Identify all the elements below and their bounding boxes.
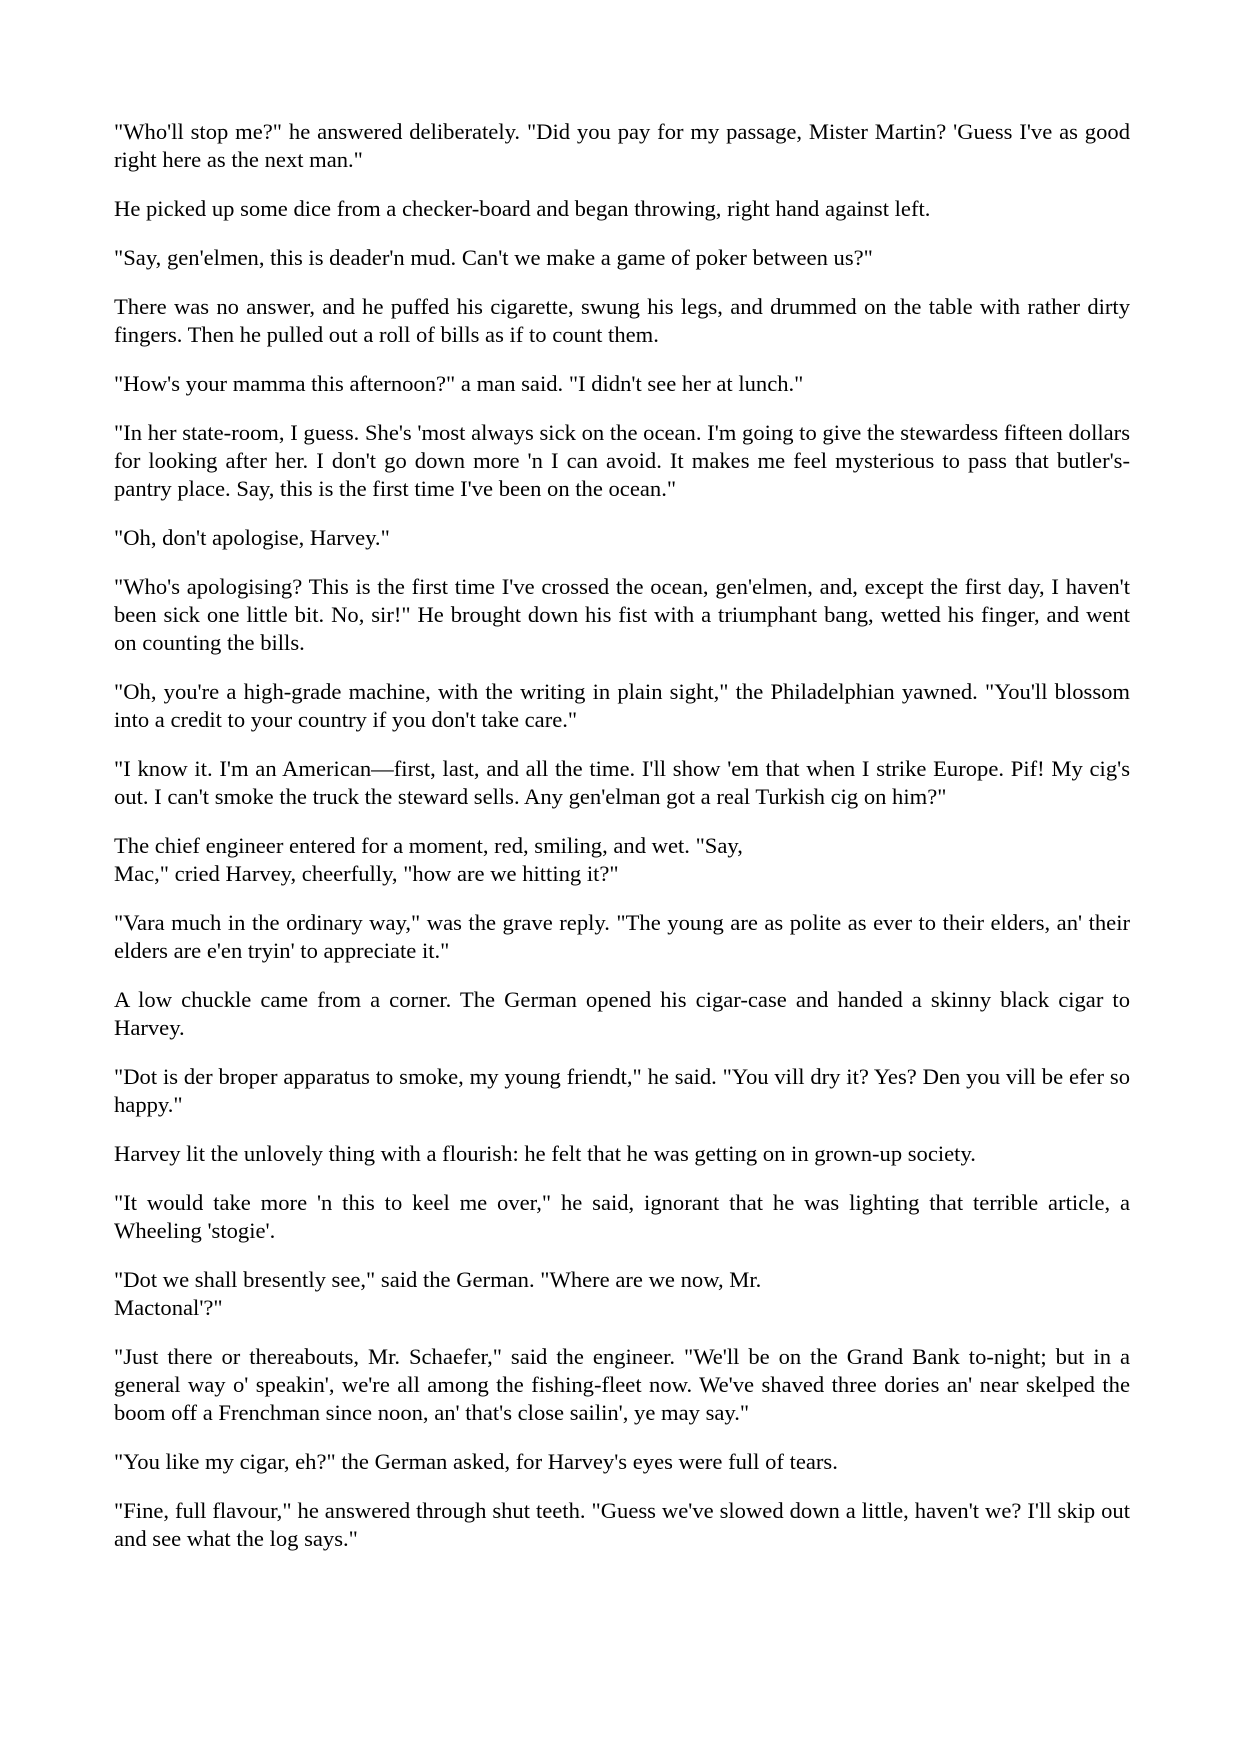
paragraph-1: "Who'll stop me?" he answered deliberately. "Did you pay for my passage, Mister Martin? 'Guess I've as good right here as the next man." [114, 119, 1130, 172]
paragraph-17: "Dot we shall bresently see," said the German. "Where are we now, Mr. Mactonal'?" [114, 1267, 762, 1320]
paragraph-13: A low chuckle came from a corner. The German opened his cigar-case and handed a skinny black cigar to Harvey. [114, 987, 1130, 1040]
paragraph-8: "Who's apologising? This is the first time I've crossed the ocean, gen'elmen, and, except the first day, I haven't been sick one little bit. No, sir!" He brought down his fist with a triumphant bang, wetted his finger, and went on counting the bills. [114, 574, 1130, 655]
paragraph-9: "Oh, you're a high-grade machine, with the writing in plain sight," the Philadelphian yawned. "You'll blossom into a credit to your country if you don't take care." [114, 679, 1130, 732]
paragraph-10: "I know it. I'm an American—first, last, and all the time. I'll show 'em that when I strike Europe. Pif! My cig's out. I can't smoke the truck the steward sells. Any gen'elman got a real Turkish cig on him?" [114, 756, 1130, 809]
paragraph-18: "Just there or thereabouts, Mr. Schaefer," said the engineer. "We'll be on the Grand Bank to-night; but in a general way o' speakin', we're all among the fishing-fleet now. We've shaved three dories an' near skelped the boom off a Frenchman since noon, an' that's close sailin', ye may say." [114, 1344, 1130, 1425]
paragraph-2: He picked up some dice from a checker-board and began throwing, right hand against left. [114, 196, 931, 221]
paragraph-11: The chief engineer entered for a moment, red, smiling, and wet. "Say, Mac," cried Harvey, cheerfully, "how are we hitting it?" [114, 833, 743, 886]
paragraph-4: There was no answer, and he puffed his cigarette, swung his legs, and drummed on the table with rather dirty fingers. Then he pulled out a roll of bills as if to count them. [114, 294, 1130, 347]
paragraph-3: "Say, gen'elmen, this is deader'n mud. Can't we make a game of poker between us?" [114, 245, 873, 270]
paragraph-5: "How's your mamma this afternoon?" a man said. "I didn't see her at lunch." [114, 371, 804, 396]
paragraph-14: "Dot is der broper apparatus to smoke, my young friendt," he said. "You vill dry it? Yes? Den you vill be efer so happy." [114, 1064, 1130, 1117]
paragraph-16: "It would take more 'n this to keel me over," he said, ignorant that he was lighting that terrible article, a Wheeling 'stogie'. [114, 1190, 1130, 1243]
paragraph-20: "Fine, full flavour," he answered through shut teeth. "Guess we've slowed down a little, haven't we? I'll skip out and see what the log says." [114, 1498, 1130, 1551]
paragraph-15: Harvey lit the unlovely thing with a flourish: he felt that he was getting on in grown-up society. [114, 1141, 976, 1166]
paragraph-6: "In her state-room, I guess. She's 'most always sick on the ocean. I'm going to give the stewardess fifteen dollars for looking after her. I don't go down more 'n I can avoid. It makes me feel mysterious to pass that butler's-pantry place. Say, this is the first time I've been on the ocean." [114, 420, 1130, 501]
paragraph-7: "Oh, don't apologise, Harvey." [114, 525, 390, 550]
paragraph-12: "Vara much in the ordinary way," was the grave reply. "The young are as polite as ever to their elders, an' their elders are e'en tryin' to appreciate it." [114, 910, 1130, 963]
document-page [114, 118, 1130, 1574]
paragraph-19: "You like my cigar, eh?" the German asked, for Harvey's eyes were full of tears. [114, 1449, 838, 1474]
